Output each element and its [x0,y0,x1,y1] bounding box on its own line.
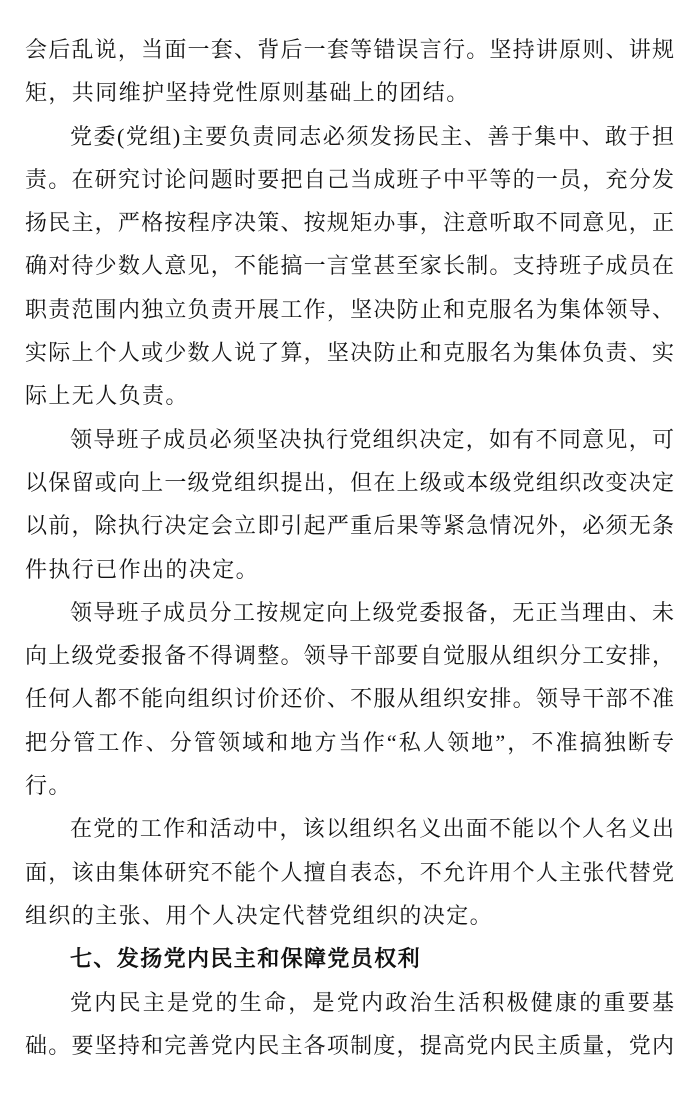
text-line: 把分管工作、分管领域和地方当作“私人领地”，不准搞独断专 [25,729,675,755]
text-line: 扬民主，严格按程序决策、按规矩办事，注意听取不同意见，正 [25,210,675,236]
paragraph [25,981,675,1068]
paragraph [25,115,675,418]
text-line: 矩，共同维护坚持党性原则基础上的团结。 [25,80,470,106]
text-line: 责。在研究讨论问题时要把自己当成班子中平等的一员，充分发 [25,166,675,192]
text-line: 组织的主张、用个人决定代替党组织的决定。 [25,902,494,928]
text-line: 以前，除执行决定会立即引起严重后果等紧急情况外，必须无条 [25,513,675,539]
text-line: 面，该由集体研究不能个人擅自表态，不允许用个人主张代替党 [25,859,675,885]
section-heading [25,937,675,980]
text-line: 领导班子成员分工按规定向上级党委报备，无正当理由、未 [70,599,675,625]
text-line: 党内民主是党的生命，是党内政治生活积极健康的重要基 [70,989,675,1015]
text-line: 职责范围内独立负责开展工作，坚决防止和克服名为集体领导、 [25,296,675,322]
text-line: 在党的工作和活动中，该以组织名义出面不能以个人名义出 [70,816,675,842]
heading-line: 七、发扬党内民主和保障党员权利 [70,946,422,972]
text-line: 件执行已作出的决定。 [25,556,260,582]
text-line: 领导班子成员必须坚决执行党组织决定，如有不同意见，可 [70,426,675,452]
paragraph [25,28,675,115]
paragraph [25,807,675,937]
text-line: 向上级党委报备不得调整。领导干部要自觉服从组织分工安排， [25,643,675,669]
text-line: 党委(党组)主要负责同志必须发扬民主、善于集中、敢于担 [70,123,675,149]
text-line: 实际上个人或少数人说了算，坚决防止和克服名为集体负责、实 [25,340,675,366]
text-line: 础。要坚持和完善党内民主各项制度，提高党内民主质量，党内 [25,1032,675,1058]
paragraph [25,418,675,591]
text-line: 确对待少数人意见，不能搞一言堂甚至家长制。支持班子成员在 [25,253,675,279]
text-line: 以保留或向上一级党组织提出，但在上级或本级党组织改变决定 [25,469,675,495]
text-line: 任何人都不能向组织讨价还价、不服从组织安排。领导干部不准 [25,686,675,712]
text-line: 行。 [25,773,72,799]
text-line: 会后乱说，当面一套、背后一套等错误言行。坚持讲原则、讲规 [25,37,675,62]
paragraph [25,591,675,807]
text-line: 际上无人负责。 [25,383,189,409]
